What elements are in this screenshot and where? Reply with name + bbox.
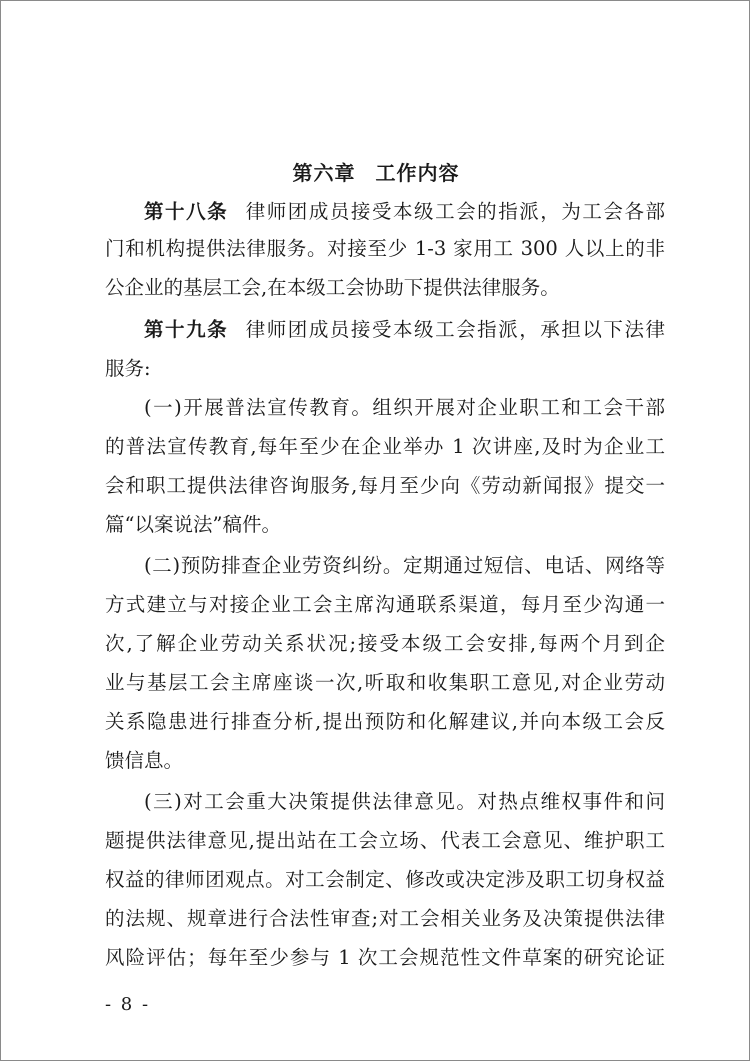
item-2-line-5: 关系隐患进行排查分析,提出预防和化解建议,并向本级工会反 [105, 710, 665, 733]
item-3-line-1: (三)对工会重大决策提供法律意见。对热点维权事件和问 [144, 790, 665, 813]
item-2-line-4: 业与基层工会主席座谈一次,听取和收集职工意见,对企业劳动 [105, 671, 665, 694]
chapter-title: 工作内容 [375, 161, 460, 185]
item-2-line-2: 方式建立与对接企业工会主席沟通联系渠道，每月至少沟通一 [105, 593, 665, 616]
article-18-line-1 [144, 194, 665, 230]
item-1-line-1: (一)开展普法宣传教育。组织开展对企业职工和工会干部 [144, 396, 665, 419]
chapter-heading [1, 158, 750, 188]
item-1-line-4: 篇“以案说法”稿件。 [105, 513, 281, 536]
item-1-line-3: 会和职工提供法律咨询服务,每月至少向《劳动新闻报》提交一 [105, 474, 665, 497]
article-19-line-1 [144, 312, 665, 348]
item-3-line-5: 风险评估；每年至少参与 1 次工会规范性文件草案的研究论证 [105, 946, 665, 969]
article-18-line-2: 门和机构提供法律服务。对接至少 1-3 家用工 300 人以上的非 [105, 237, 665, 260]
article-19-line-2: 服务: [105, 357, 151, 380]
article-19-text: 律师团成员接受本级工会指派，承担以下法律 [244, 318, 665, 341]
item-1-line-2: 的普法宣传教育,每年至少在企业举办 1 次讲座,及时为企业工 [105, 435, 665, 458]
item-3-line-4: 的法规、规章进行合法性审查;对工会相关业务及决策提供法律 [105, 907, 665, 930]
item-2-line-6: 馈信息。 [105, 749, 184, 772]
article-18-label: 第十八条 [144, 200, 229, 223]
article-19-label: 第十九条 [144, 318, 229, 341]
item-2-line-1: (二)预防排查企业劳资纠纷。定期通过短信、电话、网络等 [144, 554, 665, 577]
chapter-number: 第六章 [292, 161, 356, 185]
item-3-line-2: 题提供法律意见,提出站在工会立场、代表工会意见、维护职工 [105, 829, 665, 852]
article-18-line-3: 公企业的基层工会,在本级工会协助下提供法律服务。 [105, 276, 560, 299]
item-2-line-3: 次,了解企业劳动关系状况;接受本级工会安排,每两个月到企 [105, 632, 665, 655]
article-18-text: 律师团成员接受本级工会的指派，为工会各部 [244, 200, 665, 223]
item-3-line-3: 权益的律师团观点。对工会制定、修改或决定涉及职工切身权益 [105, 868, 665, 891]
page-number: - 8 - [105, 994, 151, 1015]
